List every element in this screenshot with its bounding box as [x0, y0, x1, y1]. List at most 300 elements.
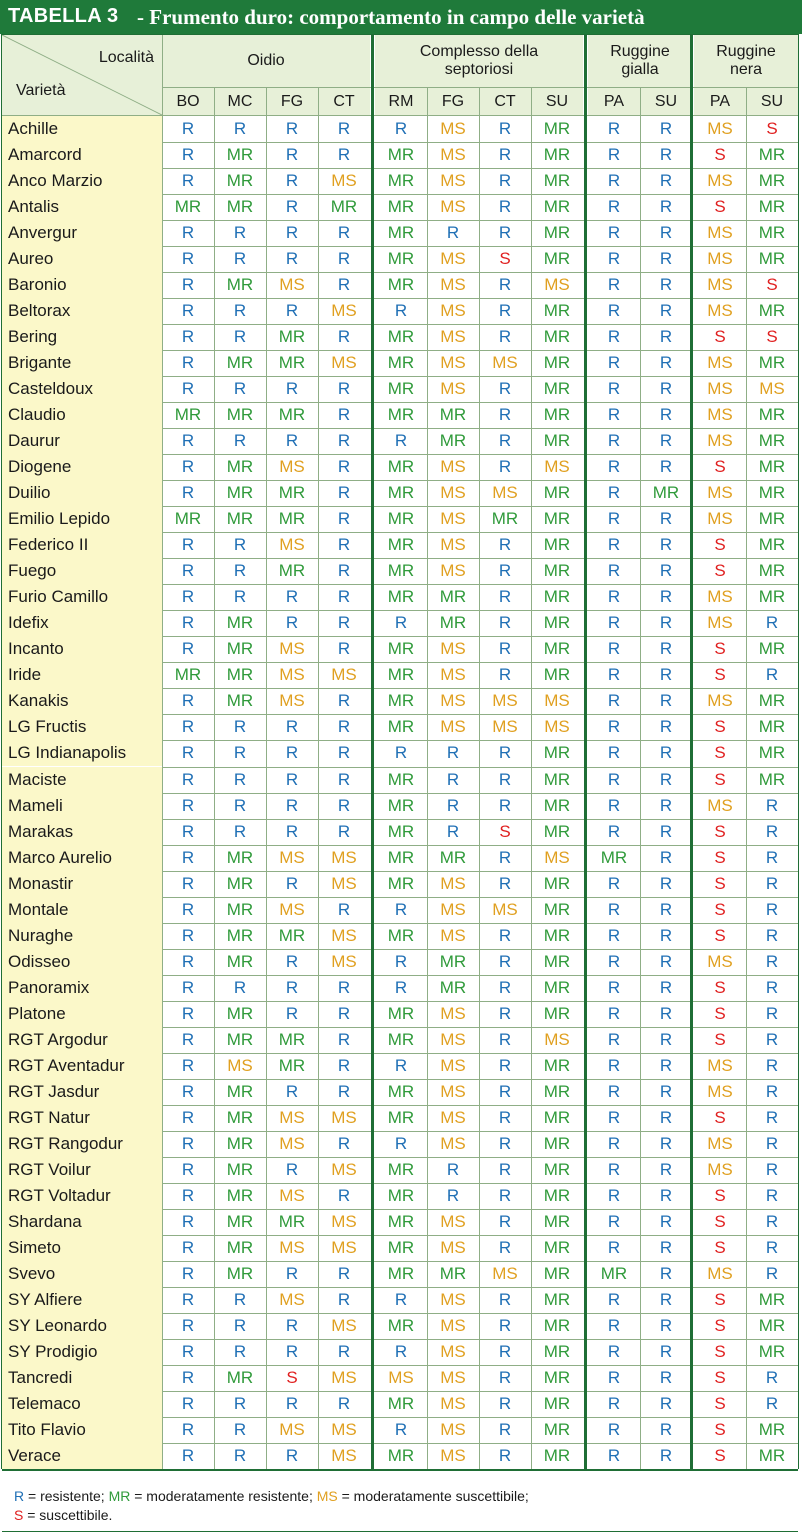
- rating-cell: R: [659, 1133, 673, 1153]
- rating-cell: R: [498, 1289, 512, 1309]
- rating-cell: R: [181, 145, 195, 165]
- rating-cell: R: [607, 301, 621, 321]
- column-header: BO: [162, 88, 214, 115]
- rating-cell: MS: [440, 1003, 466, 1023]
- rating-cell: R: [285, 1315, 299, 1335]
- rating-cell: MS: [492, 691, 518, 711]
- rating-cell: R: [446, 743, 460, 763]
- rating-cell: MR: [758, 691, 786, 711]
- rating-cell: R: [394, 1133, 408, 1153]
- rating-cell: MS: [440, 1133, 466, 1153]
- rating-cell: S: [714, 327, 726, 347]
- rating-cell: R: [285, 873, 299, 893]
- rating-cell: R: [498, 743, 512, 763]
- rating-cell: R: [285, 197, 299, 217]
- rating-cell: R: [607, 1029, 621, 1049]
- variety-name: LG Fructis: [2, 714, 162, 740]
- variety-name: Emilio Lepido: [2, 506, 162, 532]
- rating-cell: R: [659, 925, 673, 945]
- column-line: [162, 35, 163, 1469]
- rating-cell: R: [659, 1003, 673, 1023]
- rating-cell: R: [446, 769, 460, 789]
- group-header: Complesso della septoriosi: [375, 35, 583, 87]
- rating-cell: R: [607, 379, 621, 399]
- variety-name: Antalis: [2, 194, 162, 220]
- rating-cell: MR: [226, 275, 254, 295]
- rating-cell: MS: [707, 483, 733, 503]
- rating-cell: S: [714, 1446, 726, 1466]
- rating-cell: S: [714, 561, 726, 581]
- rating-cell: S: [286, 1367, 298, 1387]
- rating-cell: MS: [440, 899, 466, 919]
- rating-cell: MR: [387, 873, 415, 893]
- rating-cell: R: [181, 1420, 195, 1439]
- rating-cell: R: [181, 1211, 195, 1231]
- rating-cell: MR: [387, 847, 415, 867]
- column-line: [266, 88, 267, 1469]
- rating-cell: R: [659, 327, 673, 347]
- rating-cell: MR: [387, 1003, 415, 1023]
- rating-cell: MS: [279, 1289, 305, 1309]
- rating-cell: R: [765, 1211, 779, 1231]
- rating-cell: MS: [279, 535, 305, 555]
- rating-cell: R: [659, 249, 673, 269]
- rating-cell: R: [607, 509, 621, 529]
- header-line: [162, 87, 798, 88]
- rating-cell: MS: [707, 379, 733, 399]
- rating-cell: R: [765, 873, 779, 893]
- rating-cell: R: [337, 249, 351, 269]
- rating-cell: MR: [543, 119, 571, 138]
- rating-cell: R: [181, 561, 195, 581]
- rating-cell: R: [659, 769, 673, 789]
- variety-name: Duilio: [2, 480, 162, 506]
- rating-cell: MR: [226, 1003, 254, 1023]
- rating-cell: MS: [440, 483, 466, 503]
- rating-cell: R: [659, 405, 673, 425]
- rating-cell: MS: [440, 1341, 466, 1361]
- rating-cell: R: [765, 1263, 779, 1283]
- rating-cell: R: [337, 1185, 351, 1205]
- rating-cell: MR: [387, 795, 415, 815]
- rating-cell: MS: [440, 379, 466, 399]
- rating-cell: MR: [226, 1263, 254, 1283]
- rating-cell: MS: [440, 1107, 466, 1127]
- variety-name: RGT Rangodur: [2, 1131, 162, 1157]
- rating-cell: R: [765, 1081, 779, 1101]
- rating-cell: MS: [707, 301, 733, 321]
- rating-cell: R: [659, 509, 673, 529]
- rating-cell: MR: [543, 1159, 571, 1179]
- rating-cell: R: [765, 1133, 779, 1153]
- rating-cell: MR: [387, 275, 415, 295]
- rating-cell: MS: [440, 717, 466, 737]
- legend-code: R: [14, 1488, 25, 1504]
- rating-cell: R: [337, 561, 351, 581]
- rating-cell: MR: [226, 457, 254, 477]
- rating-cell: R: [607, 1237, 621, 1257]
- rating-cell: MR: [278, 509, 306, 529]
- rating-cell: MR: [387, 821, 415, 841]
- rating-cell: MR: [543, 899, 571, 919]
- rating-cell: MS: [331, 171, 357, 191]
- rating-cell: R: [285, 1263, 299, 1283]
- variety-name: Platone: [2, 1001, 162, 1027]
- rating-cell: MS: [544, 847, 570, 867]
- rating-cell: MR: [439, 587, 467, 607]
- rating-cell: R: [181, 1029, 195, 1049]
- rating-cell: MR: [543, 1211, 571, 1231]
- rating-cell: R: [659, 1341, 673, 1361]
- rating-cell: R: [607, 873, 621, 893]
- rating-cell: R: [607, 717, 621, 737]
- rating-cell: MR: [543, 873, 571, 893]
- rating-cell: MR: [387, 1393, 415, 1413]
- rating-cell: MR: [543, 535, 571, 555]
- rating-cell: R: [498, 119, 512, 138]
- rating-cell: MR: [387, 249, 415, 269]
- rating-cell: R: [337, 1003, 351, 1023]
- rating-cell: MR: [387, 405, 415, 425]
- variety-name: Monastir: [2, 871, 162, 897]
- rating-cell: R: [394, 1420, 408, 1439]
- rating-cell: MR: [387, 561, 415, 581]
- rating-cell: MR: [543, 1237, 571, 1257]
- rating-cell: MR: [387, 1446, 415, 1466]
- rating-cell: MR: [600, 1263, 628, 1283]
- rating-cell: R: [659, 535, 673, 555]
- rating-cell: MS: [440, 1081, 466, 1101]
- rating-cell: MS: [707, 1055, 733, 1075]
- column-line: [318, 88, 319, 1469]
- rating-cell: R: [498, 197, 512, 217]
- rating-cell: R: [181, 691, 195, 711]
- rating-cell: R: [498, 171, 512, 191]
- rating-cell: R: [659, 145, 673, 165]
- rating-cell: MR: [226, 197, 254, 217]
- rating-cell: R: [659, 899, 673, 919]
- rating-cell: R: [659, 717, 673, 737]
- rating-cell: R: [181, 275, 195, 295]
- rating-cell: MR: [758, 301, 786, 321]
- rating-cell: MR: [543, 1393, 571, 1413]
- header-localita: Località: [98, 49, 154, 66]
- rating-cell: R: [233, 1420, 247, 1439]
- rating-cell: R: [607, 639, 621, 659]
- rating-cell: R: [659, 821, 673, 841]
- rating-cell: MS: [440, 1393, 466, 1413]
- rating-cell: R: [659, 847, 673, 867]
- rating-cell: R: [233, 561, 247, 581]
- variety-name: Verace: [2, 1443, 162, 1469]
- rating-cell: MR: [278, 1029, 306, 1049]
- rating-cell: MR: [543, 561, 571, 581]
- variety-name: LG Indianapolis: [2, 740, 162, 766]
- rating-cell: R: [659, 379, 673, 399]
- rating-cell: S: [766, 275, 778, 295]
- rating-cell: MR: [543, 743, 571, 763]
- rating-cell: R: [607, 171, 621, 191]
- variety-name: Anco Marzio: [2, 168, 162, 194]
- rating-cell: R: [765, 1237, 779, 1257]
- rating-cell: MS: [331, 951, 357, 971]
- variety-name: Amarcord: [2, 142, 162, 168]
- rating-cell: R: [233, 535, 247, 555]
- rating-cell: MR: [543, 821, 571, 841]
- rating-cell: MR: [226, 1211, 254, 1231]
- rating-cell: MR: [226, 353, 254, 373]
- rating-cell: R: [659, 1367, 673, 1387]
- rating-cell: R: [233, 1446, 247, 1466]
- group-header: Ruggine nera: [694, 35, 798, 87]
- rating-cell: R: [765, 795, 779, 815]
- rating-cell: MR: [543, 639, 571, 659]
- rating-cell: R: [394, 743, 408, 763]
- rating-cell: R: [181, 873, 195, 893]
- rating-cell: MR: [758, 743, 786, 763]
- rating-cell: R: [498, 1107, 512, 1127]
- rating-cell: R: [607, 457, 621, 477]
- rating-cell: R: [285, 769, 299, 789]
- rating-cell: S: [714, 535, 726, 555]
- rating-cell: R: [765, 1003, 779, 1023]
- rating-cell: R: [498, 457, 512, 477]
- rating-cell: MR: [543, 665, 571, 685]
- rating-cell: R: [607, 561, 621, 581]
- rating-cell: R: [285, 1159, 299, 1179]
- column-header: FG: [266, 88, 318, 115]
- table-border: [2, 34, 798, 35]
- rating-cell: R: [659, 795, 673, 815]
- rating-cell: R: [607, 1159, 621, 1179]
- rating-cell: R: [498, 1055, 512, 1075]
- rating-cell: MS: [707, 171, 733, 191]
- variety-name: RGT Argodur: [2, 1027, 162, 1053]
- rating-cell: S: [714, 1237, 726, 1257]
- variety-name: Daurur: [2, 428, 162, 454]
- rating-cell: MS: [440, 119, 466, 138]
- rating-cell: R: [498, 1393, 512, 1413]
- rating-cell: MR: [543, 301, 571, 321]
- rating-cell: S: [714, 197, 726, 217]
- rating-cell: R: [181, 171, 195, 191]
- group-divider: [690, 35, 693, 1469]
- rating-cell: R: [498, 1159, 512, 1179]
- rating-cell: MS: [440, 145, 466, 165]
- rating-cell: MR: [387, 925, 415, 945]
- rating-cell: R: [337, 223, 351, 243]
- rating-cell: R: [659, 1055, 673, 1075]
- rating-cell: MS: [544, 1029, 570, 1049]
- rating-cell: R: [337, 795, 351, 815]
- variety-name: Achille: [2, 116, 162, 142]
- rating-cell: R: [659, 1420, 673, 1439]
- rating-cell: R: [181, 457, 195, 477]
- column-line: [640, 88, 641, 1469]
- variety-name: Kanakis: [2, 688, 162, 714]
- rating-cell: MR: [600, 847, 628, 867]
- rating-cell: R: [181, 1367, 195, 1387]
- rating-cell: MR: [543, 405, 571, 425]
- rating-cell: S: [499, 249, 511, 269]
- rating-cell: R: [607, 197, 621, 217]
- rating-cell: R: [498, 301, 512, 321]
- variety-name: Maciste: [2, 767, 162, 793]
- rating-cell: S: [714, 1341, 726, 1361]
- rating-cell: R: [285, 119, 299, 138]
- rating-cell: MS: [331, 353, 357, 373]
- header-diagonal: [2, 35, 162, 115]
- rating-cell: MR: [278, 405, 306, 425]
- rating-cell: R: [607, 587, 621, 607]
- rating-cell: R: [659, 691, 673, 711]
- rating-cell: MR: [387, 457, 415, 477]
- rating-cell: MS: [440, 665, 466, 685]
- rating-cell: R: [765, 899, 779, 919]
- rating-cell: R: [607, 1367, 621, 1387]
- rating-cell: R: [233, 977, 247, 997]
- rating-cell: S: [714, 1289, 726, 1309]
- rating-cell: R: [659, 275, 673, 295]
- rating-cell: R: [659, 587, 673, 607]
- rating-cell: S: [714, 1420, 726, 1439]
- rating-cell: MR: [543, 353, 571, 373]
- rating-cell: R: [659, 639, 673, 659]
- legend-line-1: [14, 1487, 529, 1506]
- table-label: TABELLA 3: [8, 5, 119, 27]
- variety-name: Montale: [2, 897, 162, 923]
- rating-cell: MS: [544, 691, 570, 711]
- variety-name: Nuraghe: [2, 923, 162, 949]
- rating-cell: MR: [758, 535, 786, 555]
- rating-cell: R: [607, 1393, 621, 1413]
- rating-cell: MS: [279, 899, 305, 919]
- rating-cell: MR: [387, 639, 415, 659]
- rating-cell: R: [285, 171, 299, 191]
- rating-cell: MR: [387, 1159, 415, 1179]
- rating-cell: R: [285, 977, 299, 997]
- rating-cell: MR: [226, 665, 254, 685]
- rating-cell: MS: [279, 1185, 305, 1205]
- rating-cell: R: [181, 1159, 195, 1179]
- rating-cell: R: [607, 431, 621, 451]
- rating-cell: MR: [226, 639, 254, 659]
- rating-cell: MR: [543, 1055, 571, 1075]
- rating-cell: MR: [226, 405, 254, 425]
- rating-cell: R: [659, 353, 673, 373]
- rating-cell: R: [607, 405, 621, 425]
- rating-cell: MS: [331, 1420, 357, 1439]
- rating-cell: R: [337, 821, 351, 841]
- rating-cell: MR: [387, 665, 415, 685]
- rating-cell: R: [285, 1081, 299, 1101]
- rating-cell: MR: [226, 171, 254, 191]
- rating-cell: S: [714, 847, 726, 867]
- rating-cell: MR: [387, 197, 415, 217]
- rating-cell: R: [233, 1341, 247, 1361]
- rating-cell: MR: [387, 1029, 415, 1049]
- legend-code: MS: [316, 1488, 338, 1504]
- rating-cell: R: [181, 249, 195, 269]
- rating-cell: S: [714, 743, 726, 763]
- variety-name: Baronio: [2, 272, 162, 298]
- rating-cell: MR: [278, 1211, 306, 1231]
- rating-cell: R: [498, 769, 512, 789]
- rating-cell: R: [765, 1393, 779, 1413]
- rating-cell: R: [659, 1315, 673, 1335]
- rating-cell: R: [498, 587, 512, 607]
- rating-cell: S: [714, 457, 726, 477]
- rating-cell: R: [607, 1107, 621, 1127]
- rating-cell: R: [607, 119, 621, 138]
- rating-cell: MS: [440, 327, 466, 347]
- rating-cell: MR: [226, 1159, 254, 1179]
- rating-cell: R: [607, 743, 621, 763]
- rating-cell: R: [607, 821, 621, 841]
- rating-cell: MR: [543, 1315, 571, 1335]
- rating-cell: R: [659, 743, 673, 763]
- rating-cell: MR: [758, 639, 786, 659]
- rating-cell: R: [659, 171, 673, 191]
- rating-cell: R: [607, 1315, 621, 1335]
- rating-cell: R: [607, 483, 621, 503]
- variety-name: Svevo: [2, 1261, 162, 1287]
- rating-cell: R: [285, 379, 299, 399]
- rating-cell: R: [765, 847, 779, 867]
- rating-cell: R: [181, 1341, 195, 1361]
- legend-text: = suscettibile.: [23, 1507, 113, 1523]
- rating-cell: R: [337, 145, 351, 165]
- rating-cell: R: [607, 145, 621, 165]
- rating-cell: R: [765, 613, 779, 633]
- rating-cell: R: [394, 899, 408, 919]
- rating-cell: MR: [491, 509, 519, 529]
- rating-cell: MR: [226, 1237, 254, 1257]
- rating-cell: R: [337, 1081, 351, 1101]
- rating-cell: MS: [440, 249, 466, 269]
- rating-cell: R: [498, 1446, 512, 1466]
- rating-cell: R: [765, 951, 779, 971]
- rating-cell: MR: [387, 171, 415, 191]
- rating-cell: R: [233, 587, 247, 607]
- rating-cell: R: [181, 301, 195, 321]
- rating-cell: R: [285, 223, 299, 243]
- rating-cell: MS: [440, 509, 466, 529]
- variety-name: Aureo: [2, 246, 162, 272]
- rating-cell: R: [607, 275, 621, 295]
- rating-cell: MR: [543, 1185, 571, 1205]
- rating-cell: R: [659, 197, 673, 217]
- rating-cell: R: [659, 1446, 673, 1466]
- rating-cell: S: [714, 925, 726, 945]
- rating-cell: MS: [492, 483, 518, 503]
- rating-cell: R: [181, 613, 195, 633]
- rating-cell: MS: [707, 691, 733, 711]
- legend: [14, 1487, 529, 1525]
- legend-text: = resistente;: [24, 1488, 109, 1504]
- rating-cell: R: [659, 1211, 673, 1231]
- column-header: MC: [214, 88, 266, 115]
- column-header: PA: [588, 88, 640, 115]
- rating-cell: MS: [707, 119, 733, 138]
- rating-cell: MS: [440, 639, 466, 659]
- rating-cell: MR: [758, 769, 786, 789]
- rating-cell: R: [607, 327, 621, 347]
- variety-name: Odisseo: [2, 949, 162, 975]
- rating-cell: R: [607, 899, 621, 919]
- rating-cell: R: [337, 743, 351, 763]
- rating-cell: S: [714, 977, 726, 997]
